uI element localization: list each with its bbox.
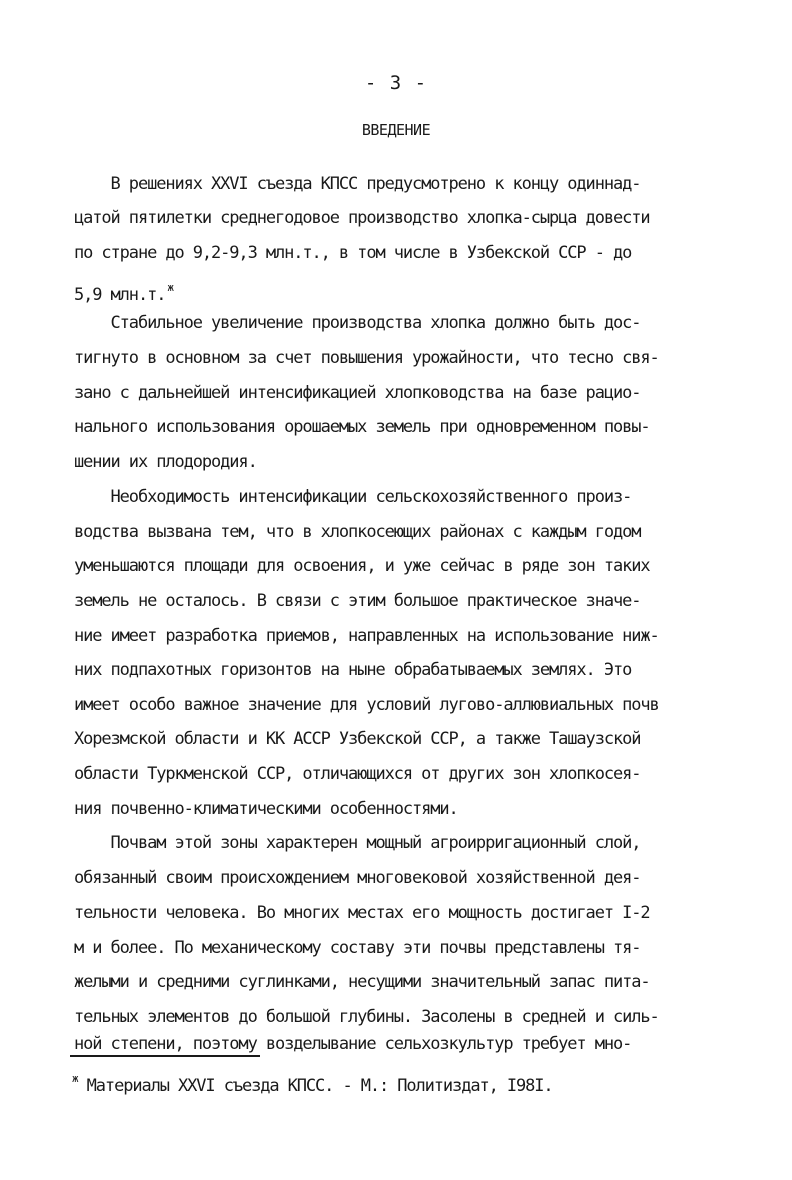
- text-line: ния почвенно-климатическими особенностями.: [74, 799, 458, 819]
- text-line: шении их плодородия.: [74, 452, 257, 472]
- text-line: земель не осталось. В связи с этим большое практическое значе-: [74, 591, 641, 611]
- page-title: ВВЕДЕНИЕ: [361, 121, 431, 139]
- text-line: по стране до 9,2-9,3 млн.т., в том числе в Узбекской ССР - до: [74, 243, 632, 263]
- text-line: тигнуто в основном за счет повышения урожайности, что тесно свя-: [74, 348, 659, 368]
- text-line: ние имеет разработка приемов, направленных на использование ниж-: [74, 626, 659, 646]
- text-line: В решениях XXVI съезда КПСС предусмотрено к концу одиннад-: [74, 174, 641, 194]
- page-number: - 3 -: [364, 72, 428, 94]
- footnote-text: Материалы XXVI съезда КПСС. - М.: Политиздат, I98I.: [77, 1076, 553, 1096]
- text-line: Стабильное увеличение производства хлопка должно быть дос-: [74, 313, 641, 333]
- text-line: зано с дальнейшей интенсификацией хлопководства на базе рацио-: [74, 383, 641, 403]
- text-line: Хорезмской области и КК АССР Узбекской ССР, а также Ташаузской: [74, 729, 641, 749]
- text-line: них подпахотных горизонтов на ныне обрабатываемых землях. Это: [74, 660, 632, 680]
- text-line: [74, 276, 173, 307]
- text-line: обязанный своим происхождением многовековой хозяйственной дея-: [74, 868, 641, 888]
- text-line: Почвам этой зоны характерен мощный агроирригационный слой,: [74, 833, 641, 853]
- footnote-divider: [70, 1055, 260, 1057]
- footnote-mark: ж: [72, 1072, 78, 1085]
- text-line-content: 5,9 млн.т.: [74, 285, 166, 305]
- footnote: [70, 1072, 553, 1096]
- text-line: имеет особо важное значение для условий лугово-аллювиальных почв: [74, 695, 659, 715]
- text-line: водства вызвана тем, что в хлопкосеющих районах с каждым годом: [74, 522, 641, 542]
- text-line: Необходимость интенсификации сельскохозяйственного произ-: [74, 487, 632, 507]
- text-line: тельных элементов до большой глубины. Засолены в средней и силь-: [74, 1007, 659, 1027]
- text-line: уменьшаются площади для освоения, и уже сейчас в ряде зон таких: [74, 556, 650, 576]
- text-line: области Туркменской ССР, отличающихся от других зон хлопкосея-: [74, 764, 641, 784]
- text-line: нального использования орошаемых земель при одновременном повы-: [74, 417, 650, 437]
- text-line: м и более. По механическому составу эти почвы представлены тя-: [74, 938, 641, 958]
- text-line: цатой пятилетки среднегодовое производство хлопка-сырца довести: [74, 208, 650, 228]
- text-line: ной степени, поэтому возделывание сельхозкультур требует мно-: [74, 1034, 632, 1054]
- text-line: желыми и средними суглинками, несущими значительный запас пита-: [74, 972, 650, 992]
- text-line: тельности человека. Во многих местах его мощность достигает I-2: [74, 903, 650, 923]
- footnote-reference: ж: [167, 281, 173, 294]
